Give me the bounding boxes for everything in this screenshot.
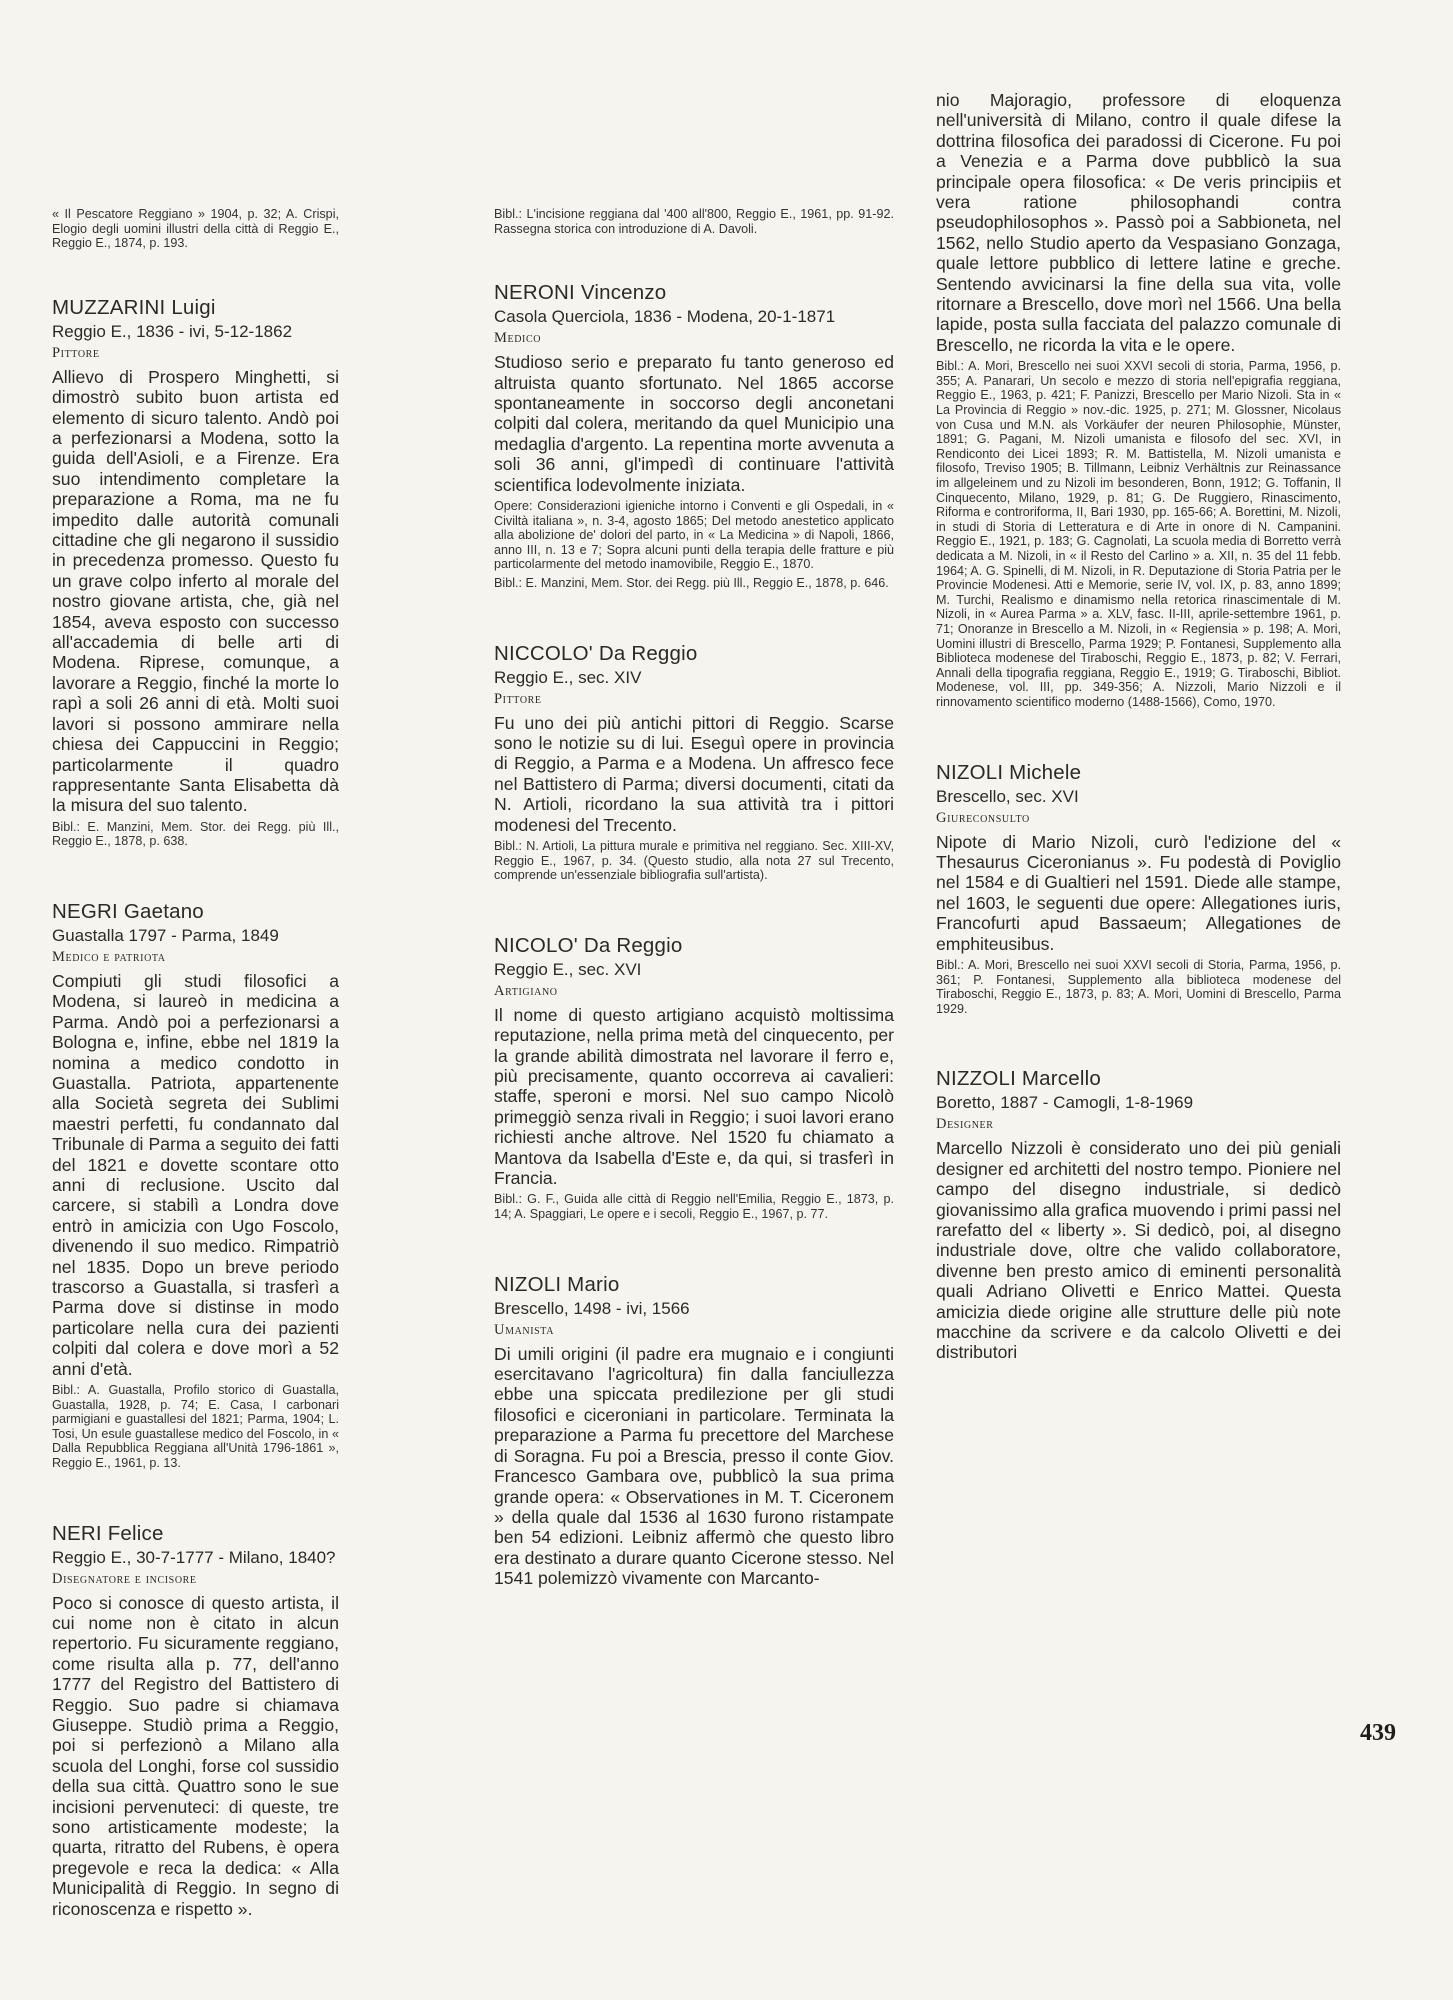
entry-works: Opere: Considerazioni igieniche intorno i Conventi e gli Ospedali, in « Civiltà italiana », n. 3-4, agosto 1865; Del metodo anestetico applicato alla abolizione de' dolori del parto, in « La Medicina » di Napoli, 1866, anno III, n. 13 e 7; Sopra alcuni punti della terapia delle fratture e più particolarmente del metodo inamovibile, Reggio E., 1870.	[494, 499, 894, 572]
entry-role: Medico	[494, 330, 542, 347]
entry-role: Artigiano	[494, 982, 558, 999]
entry-role: Medico e patriota	[52, 948, 166, 965]
column-left	[52, 0, 339, 1923]
entry-role: Disegnatore e incisore	[52, 1570, 197, 1587]
entry-given-name: Vincenzo	[580, 281, 667, 305]
entry-bibliography: Bibl.: A. Mori, Brescello nei suoi XXVI secoli di Storia, Parma, 1956, p. 361; P. Fontanesi, Supplemento alla biblioteca modenese del Tiraboschi, Reggio E., 1873, p. 83; A. Mori, Uomini di Brescello, Parma 1929.	[936, 957, 1341, 1016]
entry-neroni	[494, 280, 894, 590]
entry-role: Pittore	[494, 690, 542, 707]
entry-bibliography: Bibl.: G. F., Guida alle città di Reggio nell'Emilia, Reggio E., 1873, p. 14; A. Spaggiari, Le opere e i secoli, Reggio E., 1967, p. 77.	[494, 1192, 894, 1222]
column-middle	[494, 0, 894, 1593]
entry-nizoli-mario	[494, 1272, 894, 1589]
entry-given-name: Da Reggio	[583, 933, 683, 957]
entry-dates: Reggio E., 1836 - ivi, 5-12-1862	[52, 321, 293, 341]
entry-bibliography: Bibl.: A. Guastalla, Profilo storico di Guastalla, Guastalla, 1928, p. 74; E. Casa, I carbonari parmigiani e guastallesi del 1821; Parma, 1904; L. Tosi, Un esule guastallese medico del Foscolo, in « Dalla Repubblica Reggiana all'Unità 1796-1861 », Reggio E., 1961, p. 13.	[52, 1383, 339, 1470]
entry-body: Allievo di Prospero Minghetti, si dimostrò subito buon artista ed elemento di sicuro talento. Andò poi a perfezionarsi a Modena, sotto la guida dell'Asioli, e a Firenze. Era suo intendimento completare la preparazione a Roma, ma ne fu impedito dalle autorità comunali cittadine che gli negarono il sussidio in precedenza promesso. Questo fu un grave colpo inferto al morale del nostro giovane artista, che, già nel 1854, aveva esposto con successo all'accademia di belle arti di Modena. Riprese, comunque, a lavorare a Reggio, finché la morte lo rapì a soli 26 anni di età. Molti suoi lavori si possono ammirare nella chiesa dei Cappuccini in Reggio; particolarmente il quadro rappresentante Santa Elisabetta dà la misura del suo talento.	[52, 366, 339, 816]
entry-nicolo	[494, 933, 894, 1222]
entry-dates: Reggio E., sec. XVI	[494, 959, 642, 979]
entry-body: Di umili origini (il padre era mugnaio e i congiunti esercitavano l'agricoltura) fin dalla fanciullezza ebbe una spiccata predilezione per gli studi filosofici e ciceroniani in particolare. Terminata la preparazione a Parma fu precettore del Marchese di Soragna. Fu poi a Brescia, presso il conte Giov. Francesco Gambara ove, pubblicò la sua prima grande opera: « Observationes in M. T. Ciceronem » della quale dal 1536 al 1630 furono ristampate ben 54 edizioni. Leibniz affermò che questo libro era destinato a durare quanto Cicerone stesso. Nel 1541 polemizzò vivamente con Marcanto-	[494, 1343, 894, 1589]
continuation-body: nio Majoragio, professore di eloquenza nell'università di Milano, contro il quale difese la dottrina filosofica dei paradossi di Cicerone. Fu poi a Venezia e a Parma dove pubblicò la sua principale opera filosofica: « De veris principiis et vera ratione philosophandi contra pseudophilosophos ». Passò poi a Sabbioneta, nel 1562, nello Studio aperto da Vespasiano Gonzaga, quale lettore pubblico di lettere latine e greche. Sentendo avvicinarsi la fine della sua vita, volle ritornare a Brescello, dove morì nel 1566. Una bella lapide, posta sulla facciata del palazzo comunale di Brescello, ne ricorda la vita e le opere.	[936, 90, 1341, 355]
entry-dates: Brescello, 1498 - ivi, 1566	[494, 1298, 690, 1318]
entry-heading	[936, 760, 1341, 786]
entry-heading	[52, 1521, 339, 1547]
entry-heading	[494, 280, 894, 306]
continuation-entry-nizoli-mario	[936, 90, 1341, 710]
entry-body: Marcello Nizzoli è considerato uno dei più geniali designer ed architetti del nostro tempo. Pioniere nel campo del disegno industriale, si dedicò giovanissimo alla grafica muovendo i primi passi nel rarefatto del « liberty ». Si dedicò, poi, al disegno industriale dove, oltre che valido collaboratore, divenne ben presto amico di eminenti personalità quali Adriano Olivetti e Enrico Mattei. Questa amicizia diede origine alle strutture delle più note macchine da scrivere e da calcolo Olivetti e dei distributori	[936, 1138, 1341, 1363]
entry-dates: Casola Querciola, 1836 - Modena, 20-1-1871	[494, 307, 836, 327]
entry-nizoli-michele	[936, 760, 1341, 1017]
entry-heading	[494, 1272, 894, 1298]
entry-neri	[52, 1521, 339, 1920]
entry-dates: Guastalla 1797 - Parma, 1849	[52, 925, 279, 945]
page-number: 439	[1360, 1720, 1396, 1746]
entry-surname: NIZZOLI	[936, 1067, 1016, 1091]
entry-dates: Reggio E., sec. XIV	[494, 667, 642, 687]
entry-body: Poco si conosce di questo artista, il cui nome non è citato in alcun repertorio. Fu sicuramente reggiano, come risulta alla p. 77, dell'anno 1777 del Registro del Battistero di Reggio. Suo padre si chiamava Giuseppe. Studiò prima a Reggio, poi si perfezionò a Milano alla scuola del Longhi, forse col sussidio della sua città. Quattro sono le sue incisioni pervenuteci: di queste, tre sono artisticamente modeste; la quarta, ritratto del Rubens, è opera pregevole e reca la dedica: « Alla Municipalità di Reggio. In segno di riconoscenza e rispetto ».	[52, 1592, 339, 1919]
entry-given-name: Mario	[567, 1272, 620, 1296]
entry-surname: NICOLO'	[494, 933, 578, 957]
entry-dates: Brescello, sec. XVI	[936, 786, 1079, 806]
entry-body: Il nome di questo artigiano acquistò moltissima reputazione, nella prima metà del cinquecento, per la grande abilità dimostrata nel lavorare il ferro e, più precisamente, quanto occorreva ai cavalieri: staffe, speroni e morsi. Nel suo campo Nicolò primeggiò senza rivali in Reggio; i suoi lavori erano richiesti anche altrove. Nel 1520 fu chiamato a Mantova da Isabella d'Este e, da qui, si trasferì in Francia.	[494, 1004, 894, 1189]
entry-surname: NIZOLI	[494, 1272, 562, 1296]
entry-heading	[52, 295, 339, 321]
entry-role: Umanista	[494, 1321, 555, 1338]
column-right	[936, 0, 1341, 1367]
continuation-bibliography: Bibl.: A. Mori, Brescello nei suoi XXVI secoli di storia, Parma, 1956, p. 355; A. Panarari, Un secolo e mezzo di storia nell'epigrafia reggiana, Reggio E., 1963, p. 421; F. Panizzi, Brescello per Mario Nizoli. Sta in « La Provincia di Reggio » nov.-dic. 1925, p. 271; M. Glossner, Nicolaus von Cusa und M.N. als Vorkäufer der neuren Philosophie, Münster, 1891; G. Pagani, M. Nizoli umanista e filosofo del sec. XVI, in Rendiconto dei Licei 1893; R. M. Battistella, M. Nizoli umanista e filosofo, Treviso 1905; B. Tillmann, Leibniz Verhältnis zur Reinassance im allgeleinem und zu Nizoli im besonderen, Bonn, 1912; G. Toffanin, Il Cinquecento, Milano, 1929, p. 81; G. De Ruggiero, Rinascimento, Riforma e controriforma, II, Bari 1930, pp. 165-66; A. Borettini, M. Nizoli, in studi di Storia di Letteratura e di Arte in onore di N. Campanini. Reggio E., 1921, p. 183; G. Cagnolati, La scuola media di Borretto verrà dedicata a M. Nizoli, in « il Resto del Carlino » a. XII, n. 35 del 11 febb. 1964; A. G. Spinelli, di M. Nizoli, in R. Deputazione di Storia Patria per le Provincie Modenesi. Atti e Memorie, serie IV, vol. IX, p. 83, anno 1899; M. Turchi, Realismo e dinamismo nella retorica rinascimentale di M. Nizoli, in « Aurea Parma » a. XLV, fasc. II-III, aprile-settembre 1961, p. 71; Onoranze in Brescello a M. Nizoli, in « Regiensia » p. 198; A. Mori, Uomini illustri di Brescello, Parma 1929; P. Fontanesi, Supplemento alla Biblioteca modenese del Tiraboschi, Reggio E., 1873, p. 82; V. Ferrari, Annali della tipografia reggiana, Reggio E., 1919; G. Tiraboschi, Bibliot. Modenese, vol. III, pp. 349-356; A. Nizzoli, Mario Nizzoli e il rinnovamento scientifico moderno (1488-1566), Como, 1970.	[936, 359, 1341, 709]
entry-given-name: Luigi	[171, 295, 216, 319]
entry-dates: Reggio E., 30-7-1777 - Milano, 1840?	[52, 1547, 336, 1567]
entry-niccolo	[494, 641, 894, 883]
entry-given-name: Michele	[1009, 760, 1082, 784]
entry-heading	[52, 899, 339, 925]
entry-surname: NICCOLO'	[494, 641, 593, 665]
entry-surname: MUZZARINI	[52, 295, 166, 319]
entry-heading	[936, 1066, 1341, 1092]
entry-surname: NERONI	[494, 281, 575, 305]
entry-muzzarini	[52, 295, 339, 849]
continuation-bibliography: « Il Pescatore Reggiano » 1904, p. 32; A. Crispi, Elogio degli uomini illustri della città di Reggio E., Reggio E., 1874, p. 193.	[52, 207, 339, 251]
entry-surname: NIZOLI	[936, 760, 1004, 784]
entry-bibliography: Bibl.: N. Artioli, La pittura murale e primitiva nel reggiano. Sec. XIII-XV, Reggio E., 1967, p. 34. (Questo studio, alla nota 27 sul Trecento, comprende un'essenziale bibliografia sull'artista).	[494, 839, 894, 883]
entry-dates: Boretto, 1887 - Camogli, 1-8-1969	[936, 1093, 1194, 1113]
entry-given-name: Marcello	[1021, 1067, 1101, 1091]
entry-given-name: Gaetano	[123, 899, 204, 923]
entry-negri	[52, 899, 339, 1471]
entry-role: Giureconsulto	[936, 809, 1030, 826]
entry-heading	[494, 933, 894, 959]
entry-nizzoli-marcello	[936, 1066, 1341, 1362]
entry-heading	[494, 641, 894, 667]
entry-body: Nipote di Mario Nizoli, curò l'edizione del « Thesaurus Ciceronianus ». Fu podestà di Poviglio nel 1584 e di Gualtieri nel 1591. Diede alle stampe, nel 1603, le seguenti due opere: Allegationes iuris, Francofurti apud Bassaeum; Allegationes de emphiteusibus.	[936, 831, 1341, 954]
entry-bibliography: Bibl.: E. Manzini, Mem. Stor. dei Regg. più Ill., Reggio E., 1878, p. 646.	[494, 576, 889, 590]
entry-role: Designer	[936, 1116, 994, 1133]
entry-given-name: Felice	[107, 1521, 164, 1545]
entry-body: Fu uno dei più antichi pittori di Reggio. Scarse sono le notizie su di lui. Eseguì opere in provincia di Reggio, a Parma e a Modena. Un affresco fece nel Battistero di Parma; diversi documenti, citati da N. Artioli, ricordano la sua attività tra i pittori modenesi del Trecento.	[494, 712, 894, 835]
entry-body: Studioso serio e preparato fu tanto generoso ed altruista quanto sfortunato. Nel 1865 accorse spontaneamente in soccorso degli anconetani colpiti dal colera, meritando da quel Municipio una medaglia d'argento. La repentina morte avvenuta a soli 36 anni, gl'impedì di continuare l'attività scientifica lodevolmente iniziata.	[494, 352, 894, 495]
entry-body: Compiuti gli studi filosofici a Modena, si laureò in medicina a Parma. Andò poi a perfezionarsi a Bologna e, infine, ebbe nel 1819 la nomina a medico condotto in Guastalla. Patriota, appartenente alla Società segreta dei Sublimi maestri perfetti, fu condannato dal Tribunale di Parma a seguito dei fatti del 1821 e dovette scontare otto anni di reclusione. Uscito dal carcere, si stabilì a Londra dove entrò in amicizia con Ugo Foscolo, divenendo il suo medico. Rimpatriò nel 1835. Dopo un breve periodo trascorso a Guastalla, si trasferì a Parma dove si distinse in modo particolare nella cura dei pazienti colpiti dal colera e dove morì a 52 anni d'età.	[52, 970, 339, 1379]
entry-bibliography: Bibl.: E. Manzini, Mem. Stor. dei Regg. più Ill., Reggio E., 1878, p. 638.	[52, 819, 339, 849]
entry-surname: NERI	[52, 1521, 102, 1545]
entry-role: Pittore	[52, 344, 100, 361]
continuation-bibliography: Bibl.: L'incisione reggiana dal '400 all'800, Reggio E., 1961, pp. 91-92. Rassegna storica con introduzione di A. Davoli.	[494, 207, 894, 236]
entry-surname: NEGRI	[52, 899, 118, 923]
entry-given-name: Da Reggio	[598, 641, 698, 665]
